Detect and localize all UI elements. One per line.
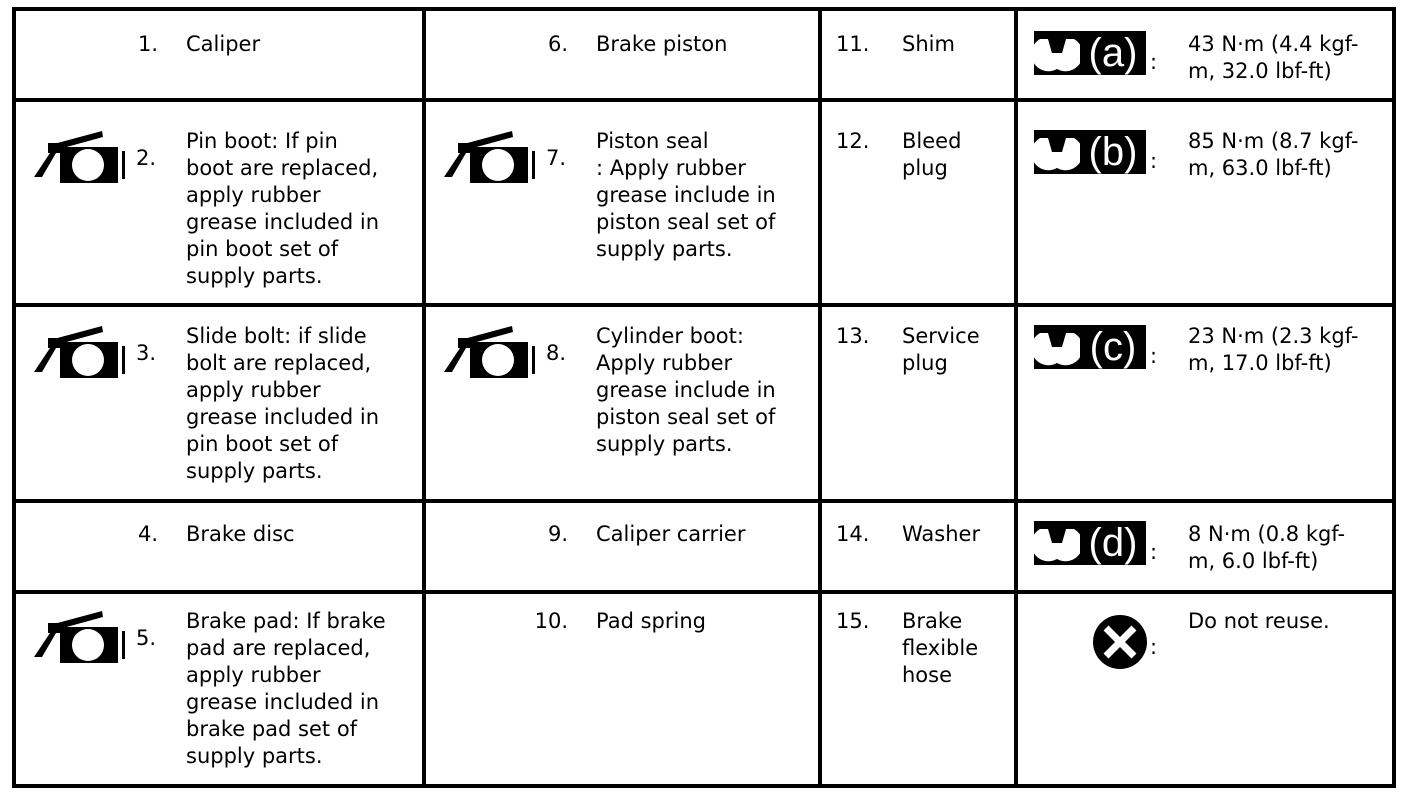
parts-legend-table	[12, 7, 1396, 788]
grease-gun-icon	[440, 322, 548, 382]
torque-colon: :	[1150, 344, 1158, 368]
table-row	[16, 11, 422, 98]
grease-gun-icon	[30, 607, 138, 667]
torque-row	[1018, 307, 1392, 499]
grease-gun-icon	[440, 127, 548, 187]
torque-row	[1018, 503, 1392, 590]
torque-key: (c)	[1089, 325, 1137, 369]
item-description: Pin boot: If pin boot are replaced, apply rubber grease included in pin boot set of supply parts.	[186, 129, 380, 288]
item-description: Washer	[902, 522, 981, 546]
item-number: 2.	[136, 146, 157, 170]
item-description: Shim	[902, 32, 955, 56]
table-row	[822, 102, 1014, 303]
torque-key: (a)	[1088, 31, 1138, 75]
torque-row	[1018, 11, 1392, 98]
table-row	[16, 307, 422, 499]
table-row	[426, 11, 818, 98]
torque-wrench-icon	[1034, 325, 1146, 369]
item-description: Slide bolt: if slide bolt are replaced, apply rubber grease included in pin boot set of supply parts.	[186, 324, 380, 483]
table-row	[426, 594, 818, 784]
torque-value: 23 N·m (2.3 kgf- m, 17.0 lbf-ft)	[1188, 324, 1359, 375]
table-row	[822, 11, 1014, 98]
torque-colon: :	[1150, 50, 1158, 74]
item-number: 12.	[836, 129, 870, 153]
item-description: Bleed plug	[902, 129, 962, 180]
noreuse-text: Do not reuse.	[1188, 609, 1330, 633]
grease-gun-icon	[30, 322, 138, 382]
item-description: Cylinder boot: Apply rubber grease include in piston seal set of supply parts.	[596, 324, 776, 456]
item-description: Pad spring	[596, 609, 706, 633]
item-description: Service plug	[902, 324, 980, 375]
item-number: 14.	[836, 522, 870, 546]
item-number: 10.	[534, 609, 568, 633]
table-row	[822, 307, 1014, 499]
item-number: 1.	[137, 32, 158, 56]
torque-row	[1018, 102, 1392, 303]
torque-wrench-icon	[1034, 130, 1146, 174]
item-number: 6.	[547, 32, 568, 56]
item-description: Brake pad: If brake pad are replaced, apply rubber grease included in brake pad set of supply parts.	[186, 609, 386, 768]
item-description: Caliper	[186, 32, 261, 56]
torque-key: (d)	[1088, 521, 1138, 565]
item-description: Brake piston	[596, 32, 728, 56]
item-number: 5.	[136, 626, 157, 650]
noreuse-row	[1018, 594, 1392, 784]
noreuse-colon: :	[1150, 635, 1158, 659]
torque-wrench-icon	[1034, 31, 1146, 75]
table-row	[16, 594, 422, 784]
table-row	[822, 594, 1014, 784]
torque-colon: :	[1150, 149, 1158, 173]
torque-value: 43 N·m (4.4 kgf- m, 32.0 lbf-ft)	[1188, 32, 1359, 83]
table-row	[16, 102, 422, 303]
torque-key: (b)	[1088, 130, 1138, 174]
table-row	[426, 503, 818, 590]
item-number: 7.	[546, 146, 567, 170]
item-number: 9.	[547, 522, 568, 546]
item-description: Caliper carrier	[596, 522, 746, 546]
item-description: Brake disc	[186, 522, 295, 546]
item-number: 15.	[836, 609, 870, 633]
item-number: 8.	[546, 341, 567, 365]
torque-value: 8 N·m (0.8 kgf- m, 6.0 lbf-ft)	[1188, 522, 1346, 573]
item-number: 13.	[836, 324, 870, 348]
table-row	[426, 102, 818, 303]
torque-colon: :	[1150, 540, 1158, 564]
do-not-reuse-icon	[1092, 614, 1148, 670]
torque-value: 85 N·m (8.7 kgf- m, 63.0 lbf-ft)	[1188, 129, 1359, 180]
table-row	[426, 307, 818, 499]
item-number: 11.	[836, 32, 870, 56]
table-row	[16, 503, 422, 590]
item-description: Piston seal : Apply rubber grease include in piston seal set of supply parts.	[596, 129, 776, 261]
grease-gun-icon	[30, 127, 138, 187]
item-description: Brake flexible hose	[902, 609, 979, 687]
item-number: 3.	[136, 341, 157, 365]
table-row	[822, 503, 1014, 590]
torque-wrench-icon	[1034, 521, 1146, 565]
item-number: 4.	[137, 522, 158, 546]
